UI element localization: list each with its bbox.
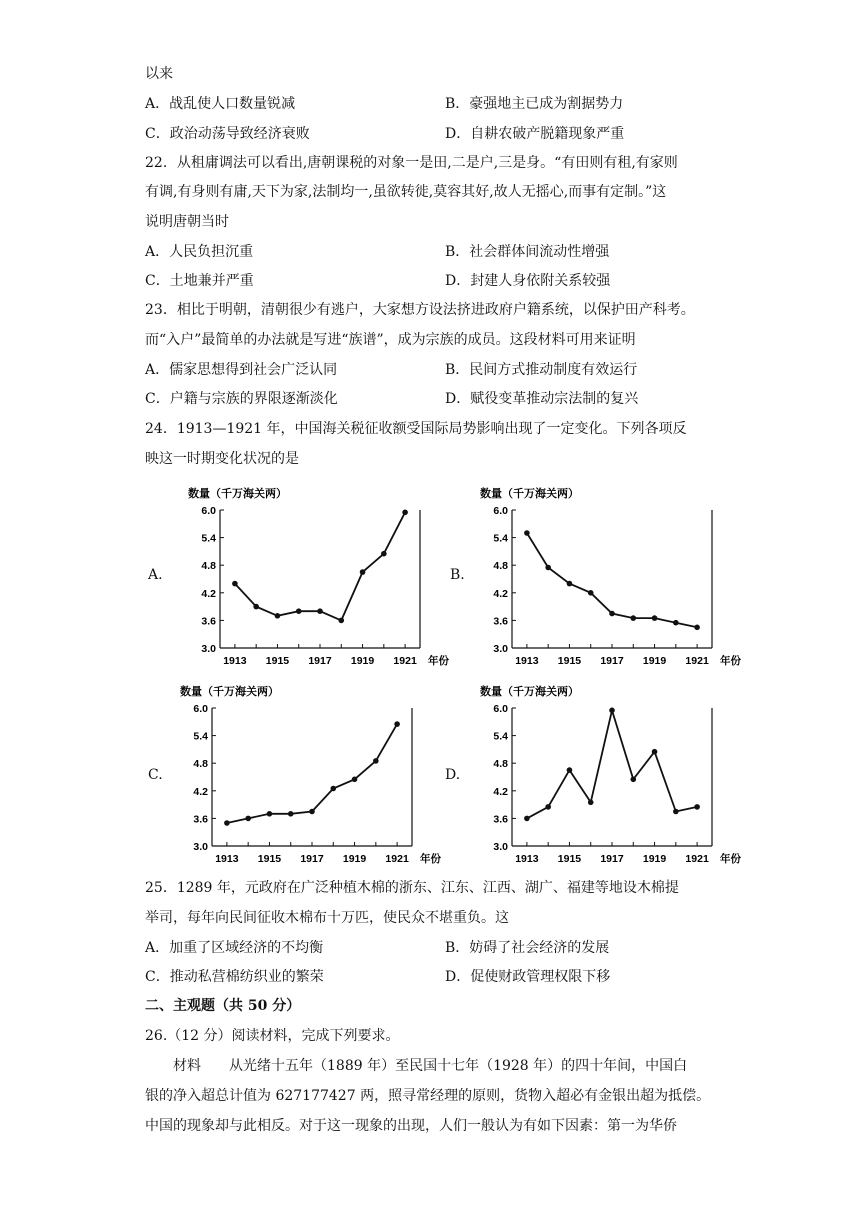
chart-d-option-letter[interactable]: D. — [445, 767, 461, 783]
y-tick-label: 3.0 — [493, 841, 508, 853]
data-point — [609, 708, 615, 714]
data-point — [673, 809, 679, 815]
x-axis-title: 年份 — [428, 655, 449, 667]
data-point — [338, 618, 344, 624]
data-point — [652, 615, 658, 621]
x-tick-label: 1913 — [515, 655, 539, 667]
data-point — [330, 786, 336, 792]
y-tick-label: 4.2 — [193, 785, 208, 798]
x-tick-label: 1921 — [685, 853, 709, 865]
q25-stem-line-1: 25．1289 年，元政府在广泛种植木棉的浙东、江东、江西、湖广、福建等地设木棉提 — [145, 880, 679, 896]
chart-a-option-letter[interactable]: A. — [148, 567, 163, 583]
y-tick-label: 6.0 — [201, 505, 216, 517]
data-point — [317, 608, 323, 614]
q22-option-b[interactable]: B．社会群体间流动性增强 — [445, 244, 610, 260]
series-line — [235, 512, 405, 620]
data-point — [545, 804, 551, 810]
x-tick-label: 1915 — [557, 853, 582, 865]
x-tick-label: 1917 — [600, 655, 624, 667]
y-tick-label: 5.4 — [201, 532, 216, 545]
q23-option-b[interactable]: B．民间方式推动制度有效运行 — [445, 362, 638, 378]
q26-material-line-3: 中国的现象却与此相反。对于这一现象的出现，人们一般认为有如下因素：第一为华侨 — [145, 1118, 677, 1134]
data-point — [253, 604, 259, 610]
q22-option-a[interactable]: A．人民负担沉重 — [145, 244, 254, 260]
y-tick-label: 5.4 — [193, 730, 208, 743]
chart-a — [180, 480, 450, 674]
y-tick-label: 3.0 — [193, 841, 208, 853]
data-point — [588, 800, 594, 806]
q25-option-c[interactable]: C．推动私营棉纺织业的繁荣 — [145, 969, 324, 985]
chart-b — [472, 480, 742, 674]
q25-option-b[interactable]: B．妨碍了社会经济的发展 — [445, 940, 610, 956]
y-tick-label: 3.6 — [493, 813, 508, 826]
y-tick-label: 5.4 — [493, 730, 508, 743]
q22-stem-line-3: 说明唐朝当时 — [145, 214, 229, 230]
y-axis-title: 数量（千万海关两） — [480, 488, 579, 500]
data-point — [232, 581, 238, 587]
y-tick-label: 3.6 — [193, 813, 208, 826]
data-point — [267, 811, 273, 817]
y-tick-label: 4.8 — [493, 560, 508, 573]
data-point — [296, 608, 302, 614]
x-tick-label: 1915 — [265, 655, 290, 667]
data-point — [609, 611, 615, 617]
data-point — [360, 569, 366, 575]
data-point — [694, 625, 700, 631]
x-tick-label: 1913 — [223, 655, 247, 667]
chart-c — [172, 678, 442, 872]
q21-option-d[interactable]: D．自耕农破产脱籍现象严重 — [445, 126, 625, 142]
y-tick-label: 6.0 — [493, 703, 508, 715]
y-axis-title: 数量（千万海关两） — [480, 686, 579, 698]
data-point — [288, 811, 294, 817]
section-heading: 二、主观题（共 50 分） — [145, 998, 301, 1014]
data-point — [567, 767, 573, 773]
x-tick-label: 1919 — [642, 655, 667, 667]
q23-option-d[interactable]: D．赋役变革推动宗法制的复兴 — [445, 391, 639, 407]
q23-option-c[interactable]: C．户籍与宗族的界限逐渐淡化 — [145, 391, 338, 407]
data-point — [673, 620, 679, 626]
x-tick-label: 1913 — [215, 853, 239, 865]
q26-heading: 26.（12 分）阅读材料，完成下列要求。 — [145, 1028, 400, 1044]
x-tick-label: 1917 — [300, 853, 324, 865]
x-tick-label: 1917 — [600, 853, 624, 865]
x-axis-title: 年份 — [720, 655, 741, 667]
x-tick-label: 1915 — [557, 655, 582, 667]
data-point — [630, 777, 636, 783]
y-tick-label: 3.6 — [201, 615, 216, 628]
y-tick-label: 4.8 — [493, 758, 508, 771]
y-tick-label: 4.8 — [201, 560, 216, 573]
q23-stem-line-1: 23．相比于明朝，清朝很少有逃户，大家想方设法挤进政府户籍系统，以保护田产科考。 — [145, 302, 695, 318]
q25-stem-line-2: 举司，每年向民间征收木棉布十万匹，使民众不堪重负。这 — [145, 910, 509, 926]
y-tick-label: 4.8 — [193, 758, 208, 771]
chart-c-option-letter[interactable]: C. — [148, 767, 163, 783]
y-tick-label: 4.2 — [493, 587, 508, 600]
x-tick-label: 1921 — [685, 655, 709, 667]
x-tick-label: 1921 — [393, 655, 417, 667]
data-point — [545, 565, 551, 571]
q23-option-a[interactable]: A．儒家思想得到社会广泛认同 — [145, 362, 338, 378]
q22-stem-line-1: 22．从租庸调法可以看出,唐朝课税的对象一是田,二是户,三是身。“有田则有租,有家则 — [145, 155, 678, 171]
x-tick-label: 1919 — [342, 853, 367, 865]
data-point — [224, 820, 230, 826]
q24-stem-line-1: 24．1913—1921 年，中国海关税征收额受国际局势影响出现了一定变化。下列各项反 — [145, 421, 687, 437]
data-point — [524, 530, 530, 536]
q26-material-line-2: 银的净入超总计值为 627177427 两，照寻常经理的原则，货物入超必有金银出超为抵偿。 — [145, 1088, 711, 1104]
q25-option-a[interactable]: A．加重了区域经济的不均衡 — [145, 940, 324, 956]
x-tick-label: 1919 — [350, 655, 375, 667]
data-point — [394, 721, 400, 727]
q21-option-b[interactable]: B．豪强地主已成为割据势力 — [445, 96, 624, 112]
data-point — [373, 758, 379, 764]
x-tick-label: 1917 — [308, 655, 332, 667]
q21-option-c[interactable]: C．政治动荡导致经济衰败 — [145, 126, 310, 142]
y-tick-label: 4.2 — [493, 785, 508, 798]
data-point — [694, 804, 700, 810]
data-point — [275, 613, 281, 619]
x-tick-label: 1915 — [257, 853, 282, 865]
y-tick-label: 6.0 — [493, 505, 508, 517]
data-point — [352, 777, 358, 783]
y-tick-label: 4.2 — [201, 587, 216, 600]
data-point — [567, 581, 573, 587]
y-tick-label: 3.0 — [201, 643, 216, 655]
y-tick-label: 5.4 — [493, 532, 508, 545]
chart-d — [472, 678, 742, 872]
y-tick-label: 3.6 — [493, 615, 508, 628]
q24-stem-line-2: 映这一时期变化状况的是 — [145, 451, 299, 467]
q22-stem-line-2: 有调,有身则有庸,天下为家,法制均一,虽欲转徙,莫容其好,故人无摇心,而事有定制。”这 — [145, 184, 667, 200]
data-point — [245, 816, 251, 822]
q21-tail: 以来 — [145, 66, 173, 82]
y-axis-title: 数量（千万海关两） — [180, 686, 279, 698]
q25-option-d[interactable]: D．促使财政管理权限下移 — [445, 969, 611, 985]
data-point — [402, 510, 408, 516]
q21-option-a[interactable]: A．战乱使人口数量锐减 — [145, 96, 296, 112]
data-point — [524, 816, 530, 822]
y-axis-title: 数量（千万海关两） — [188, 488, 287, 500]
data-point — [630, 615, 636, 621]
x-tick-label: 1919 — [642, 853, 667, 865]
q22-option-c[interactable]: C．土地兼并严重 — [145, 273, 254, 289]
y-tick-label: 6.0 — [193, 703, 208, 715]
q22-option-d[interactable]: D．封建人身依附关系较强 — [445, 273, 611, 289]
x-axis-title: 年份 — [420, 853, 441, 865]
x-tick-label: 1921 — [385, 853, 409, 865]
data-point — [652, 749, 658, 755]
y-tick-label: 3.0 — [493, 643, 508, 655]
chart-b-option-letter[interactable]: B. — [450, 567, 465, 583]
series-line — [527, 710, 697, 818]
data-point — [588, 590, 594, 596]
series-line — [227, 724, 397, 823]
q23-stem-line-2: 而“入户”最简单的办法就是写进“族谱”，成为宗族的成员。这段材料可用来证明 — [145, 332, 636, 348]
data-point — [309, 809, 315, 815]
q26-material-line-1: 材料 从光绪十五年（1889 年）至民国十七年（1928 年）的四十年间，中国白 — [173, 1058, 688, 1074]
data-point — [381, 551, 387, 557]
x-axis-title: 年份 — [720, 853, 741, 865]
x-tick-label: 1913 — [515, 853, 539, 865]
